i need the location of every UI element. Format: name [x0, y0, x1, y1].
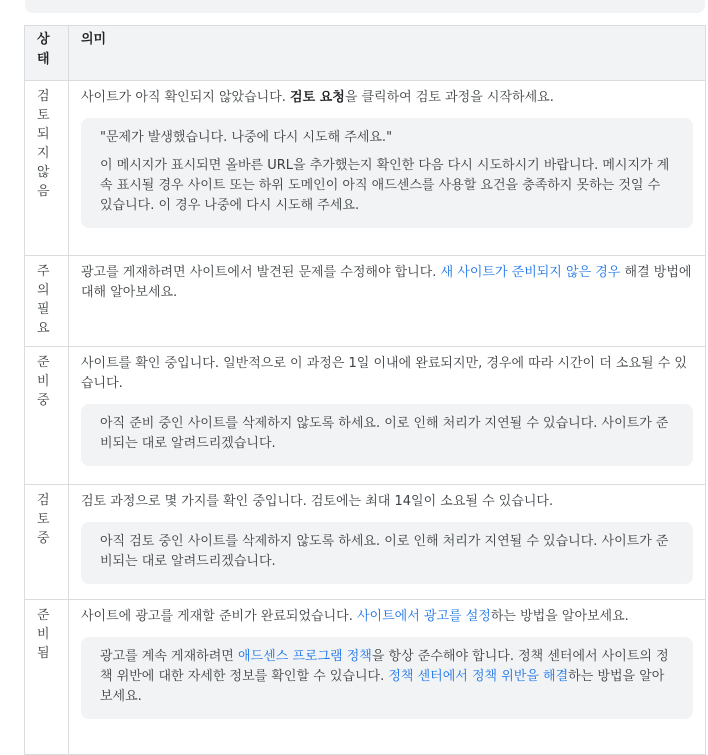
set-up-ads-link[interactable]: 사이트에서 광고를 설정: [356, 609, 491, 624]
meaning-cell: [69, 347, 706, 485]
note-callout: [81, 522, 693, 584]
header-meaning: 의미: [69, 26, 706, 81]
note-callout: [81, 637, 693, 719]
note-text: 아직 준비 중인 사이트를 삭제하지 않도록 하세요. 이로 인해 처리가 지연될 수 있습니다. 사이트가 준비되는 대로 알려드리겠습니다.: [100, 416, 669, 451]
resolve-policy-violations-link[interactable]: 정책 센터에서 정책 위반을 해결: [388, 669, 569, 684]
note-text: 이 메시지가 표시되면 올바른 URL을 추가했는지 확인한 다음 다시 시도하시기 바랍니다. 메시지가 계속 표시될 경우 사이트 또는 하위 도메인이 아직 애드센스를 사용할 요건을 충족하지 못하는 것일 수 있습니다. 이 경우 나중에 다시 시도해 주세요.: [100, 158, 670, 213]
meaning-text: 사이트가 아직 확인되지 않았습니다. 검토 요청을 클릭하여 검토 과정을 시작하세요.: [81, 90, 554, 105]
previous-callout-box: [25, 0, 705, 13]
note-text: 아직 검토 중인 사이트를 삭제하지 않도록 하세요. 이로 인해 처리가 지연될 수 있습니다. 사이트가 준비되는 대로 알려드리겠습니다.: [100, 534, 669, 569]
state-needs-attention: 주의필요: [25, 256, 69, 347]
meaning-text: 사이트에 광고를 게재할 준비가 완료되었습니다. 사이트에서 광고를 설정하는 방법을 알아보세요.: [81, 609, 629, 624]
site-status-table: [24, 25, 706, 755]
meaning-cell: [69, 485, 706, 600]
state-not-reviewed: 검토되지않음: [25, 81, 69, 256]
request-review-label: 검토 요청: [290, 90, 345, 105]
meaning-text: 광고를 게재하려면 사이트에서 발견된 문제를 수정해야 합니다. 새 사이트가 준비되지 않은 경우 해결 방법에 대해 알아보세요.: [81, 265, 692, 300]
meaning-cell: [69, 600, 706, 755]
site-not-ready-link[interactable]: 새 사이트가 준비되지 않은 경우: [440, 265, 621, 280]
meaning-cell: [69, 256, 706, 347]
state-ready: 준비됨: [25, 600, 69, 755]
error-message-quote: "문제가 발생했습니다. 나중에 다시 시도해 주세요.": [100, 130, 393, 145]
table-row: [25, 256, 706, 347]
table-row: [25, 600, 706, 755]
meaning-text: 사이트를 확인 중입니다. 일반적으로 이 과정은 1일 이내에 완료되지만, 경우에 따라 시간이 더 소요될 수 있습니다.: [81, 356, 687, 391]
state-in-review: 검토중: [25, 485, 69, 600]
meaning-cell: [69, 81, 706, 256]
meaning-text: 검토 과정으로 몇 가지를 확인 중입니다. 검토에는 최대 14일이 소요될 수 있습니다.: [81, 494, 554, 509]
note-text: 광고를 계속 게재하려면 애드센스 프로그램 정책을 항상 준수해야 합니다. 정책 센터에서 사이트의 정책 위반에 대한 자세한 정보를 확인할 수 있습니다. 정책 센터에서 정책 위반을 해결하는 방법을 알아보세요.: [100, 649, 669, 704]
table-row: [25, 81, 706, 256]
table-row: [25, 347, 706, 485]
table-row: [25, 485, 706, 600]
note-callout: [81, 404, 693, 466]
state-getting-ready: 준비중: [25, 347, 69, 485]
table-header-row: [25, 26, 706, 81]
adsense-program-policies-link[interactable]: 애드센스 프로그램 정책: [237, 649, 372, 664]
note-callout: [81, 118, 693, 228]
header-state: 상태: [25, 26, 69, 81]
